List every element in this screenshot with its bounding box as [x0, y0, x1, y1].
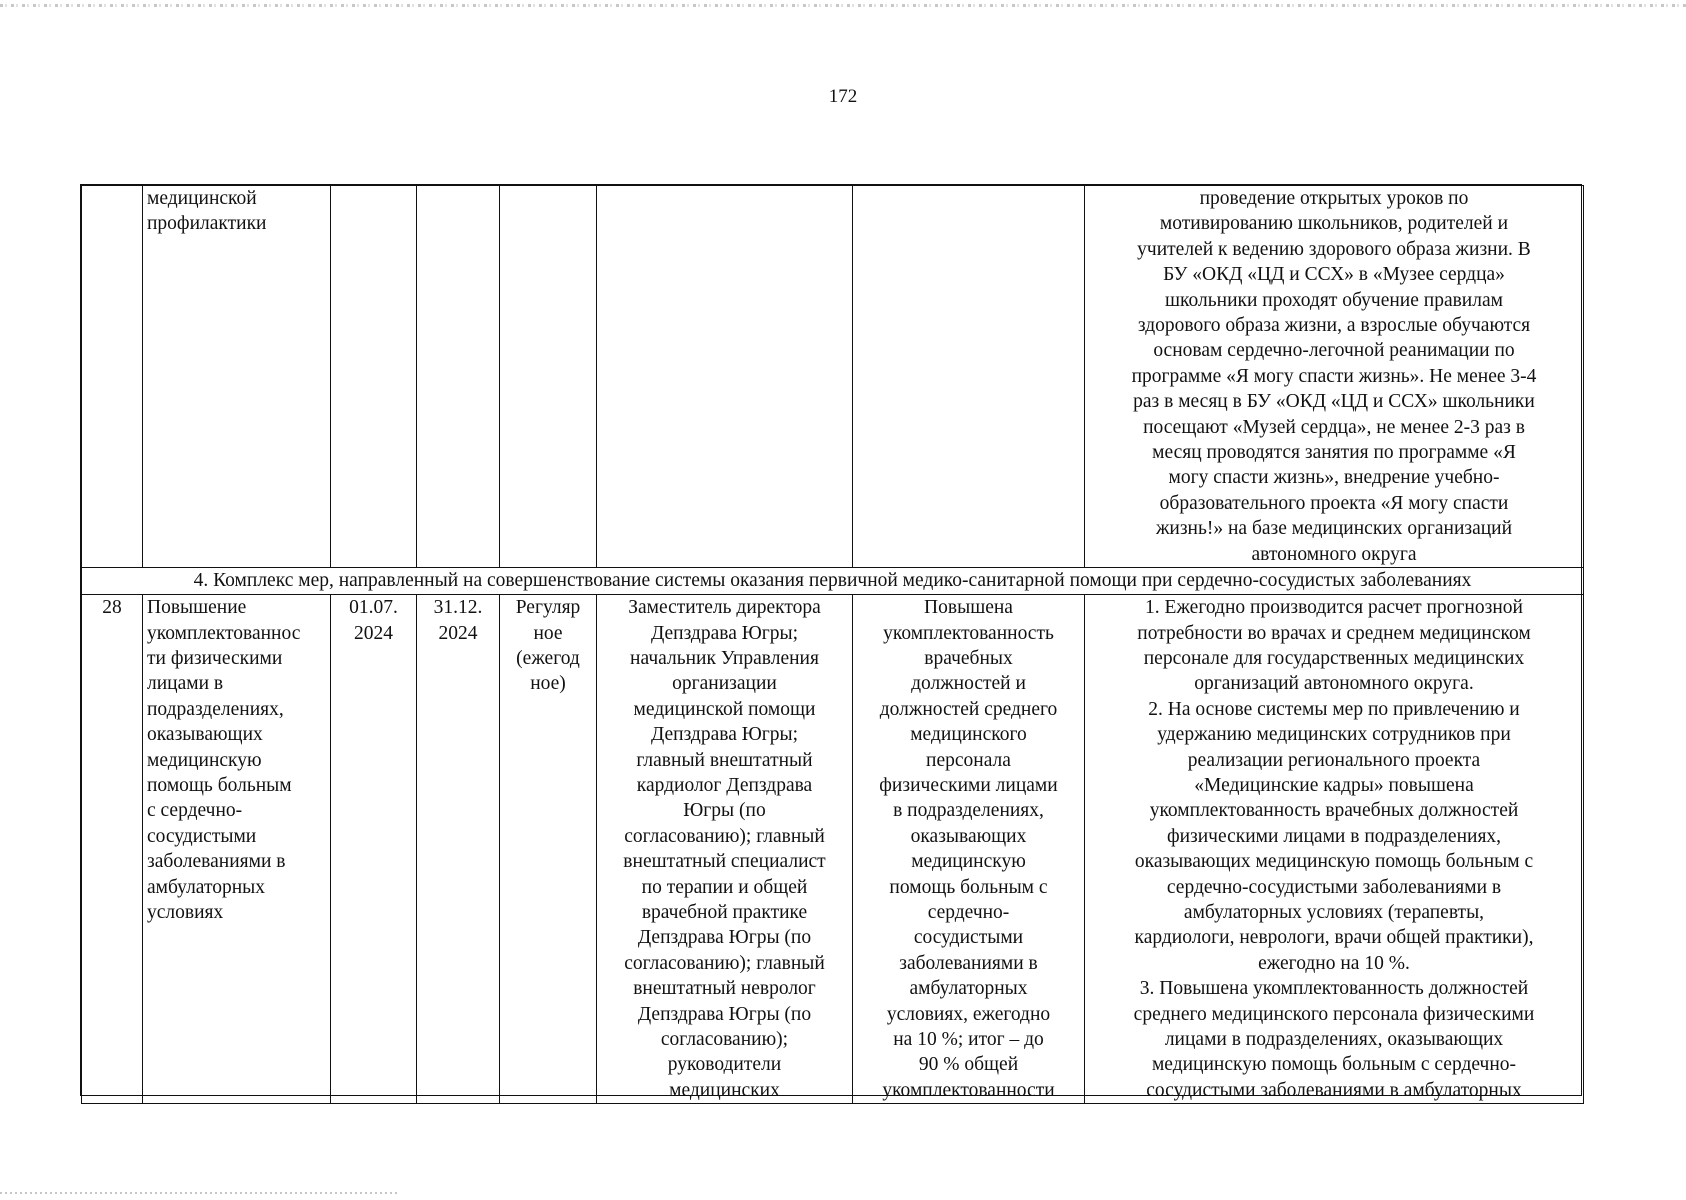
cell-measure-name: Повышение укомплектованнос ти физическими лицами в подразделениях, оказывающих медицинскую помощь больным с сердечно- сосудистыми заболеваниями в амбулаторных условиях: [143, 595, 331, 1104]
cell-result: Повышена укомплектованность врачебных должностей и должностей среднего медицинского персонала физическими лицами в подразделениях, оказывающих медицинскую помощь больным с сердечно- сосудистыми заболеваниями в амбулаторных условиях, ежегодно на 10 %; итог – до 90 % общей укомплектованности: [853, 595, 1085, 1104]
section-title: 4. Комплекс мер, направленный на совершенствование системы оказания первичной медико-санитарной помощи при сердечно-сосудистых заболеваниях: [82, 568, 1584, 595]
table-row-28: [82, 595, 1584, 1104]
table-row-continued: [82, 186, 1584, 568]
cell-end-date: [417, 186, 500, 568]
scan-artifact-bottom: [0, 1192, 400, 1194]
cell-notes: проведение открытых уроков по мотивированию школьников, родителей и учителей к ведению здорового образа жизни. В БУ «ОКД «ЦД и ССХ» в «Музее сердца» школьники проходят обучение правилам здорового образа жизни, а взрослые обучаются основам сердечно-легочной реанимации по программе «Я могу спасти жизнь». Не менее 3-4 раз в месяц в БУ «ОКД «ЦД и ССХ» школьники посещают «Музей сердца», не менее 2-3 раз в месяц проводятся занятия по программе «Я могу спасти жизнь», внедрение учебно- образовательного проекта «Я могу спасти жизнь!» на базе медицинских организаций автономного округа: [1085, 186, 1584, 568]
cell-frequency: [500, 186, 597, 568]
measures-table: [80, 184, 1582, 1101]
cell-measure-name: медицинской профилактики: [143, 186, 331, 568]
cell-responsible: Заместитель директора Депздрава Югры; начальник Управления организации медицинской помощи Депздрава Югры; главный внештатный кардиолог Депздрава Югры (по согласованию); главный внештатный специалист по терапии и общей врачебной практике Депздрава Югры (по согласованию); главный внештатный невролог Депздрава Югры (по согласованию); руководители медицинских: [597, 595, 853, 1104]
table-section-row: [82, 568, 1584, 595]
cell-responsible: [597, 186, 853, 568]
cell-end-date: 31.12. 2024: [417, 595, 500, 1104]
cell-result: [853, 186, 1085, 568]
page-number: 172: [828, 86, 858, 107]
cell-number: 28: [82, 595, 143, 1104]
measures-table-grid: [81, 185, 1584, 1104]
cell-start-date: [331, 186, 417, 568]
cell-start-date: 01.07. 2024: [331, 595, 417, 1104]
scan-artifact-top: [0, 4, 1686, 7]
cell-notes: 1. Ежегодно производится расчет прогнозной потребности во врачах и среднем медицинском персонале для государственных медицинских организаций автономного округа. 2. На основе системы мер по привлечению и удержанию медицинских сотрудников при реализации регионального проекта «Медицинские кадры» повышена укомплектованность врачебных должностей физическими лицами в подразделениях, оказывающих медицинскую помощь больным с сердечно-сосудистыми заболеваниями в амбулаторных условиях (терапевты, кардиологи, неврологи, врачи общей практики), ежегодно на 10 %. 3. Повышена укомплектованность должностей среднего медицинского персонала физическими лицами в подразделениях, оказывающих медицинскую помощь больным с сердечно- сосудистыми заболеваниями в амбулаторных: [1085, 595, 1584, 1104]
cell-number: [82, 186, 143, 568]
cell-frequency: Регуляр ное (ежегод ное): [500, 595, 597, 1104]
